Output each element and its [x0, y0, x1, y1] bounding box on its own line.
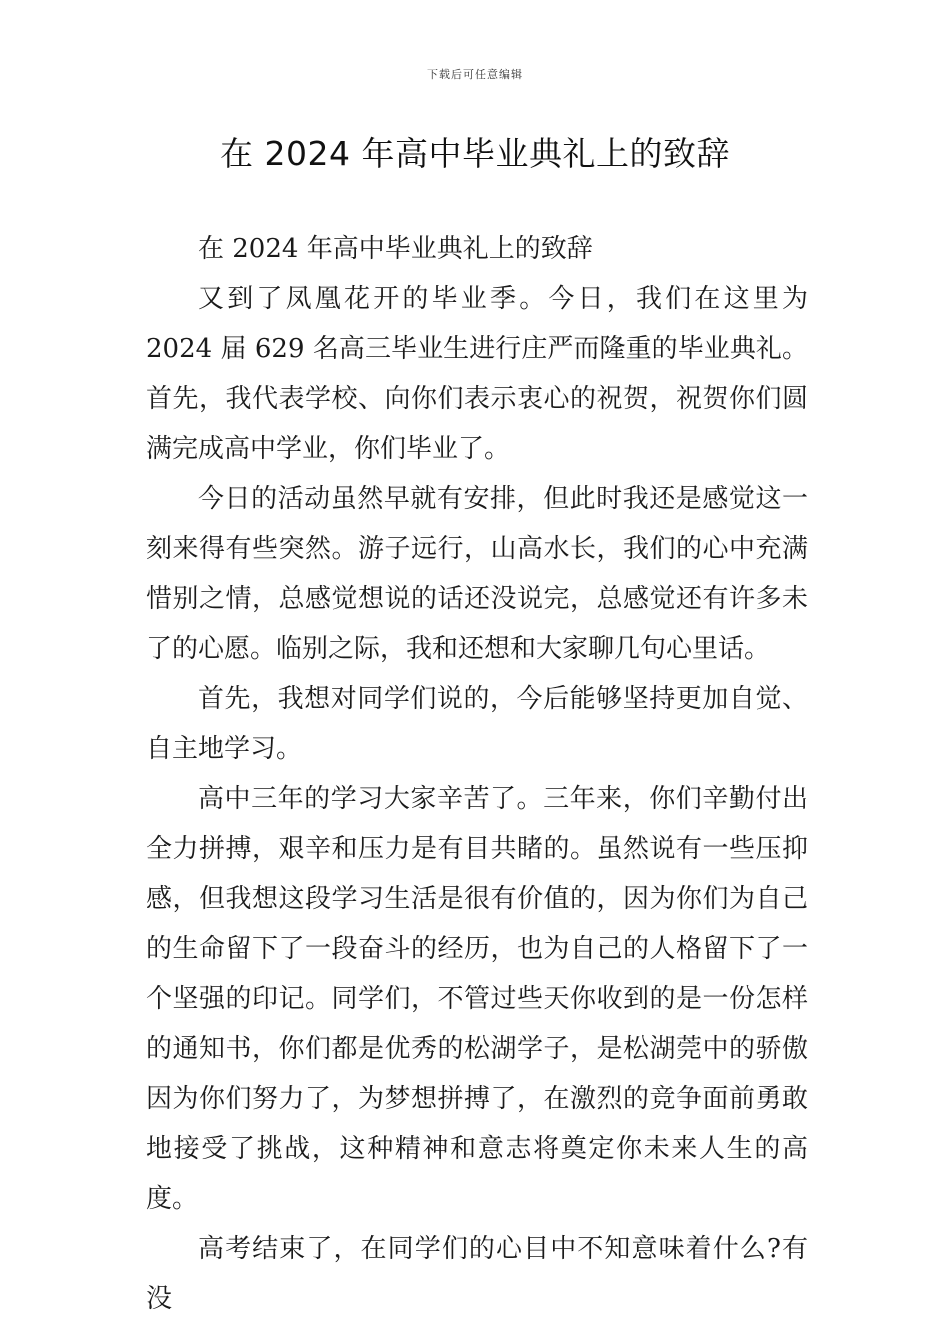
paragraph: 高考结束了，在同学们的心目中不知意味着什么?有没: [146, 1234, 808, 1314]
document-body: [146, 224, 808, 1324]
paragraph: 首先，我想对同学们说的，今后能够坚持更加自觉、自主地学习。: [146, 684, 808, 764]
paragraph: 又到了凤凰花开的毕业季。今日，我们在这里为 2024 届 629 名高三毕业生进行庄严而隆重的毕业典礼。首先，我代表学校、向你们表示衷心的祝贺，祝贺你们圆满完成高中学业，你们毕业了。: [146, 284, 808, 464]
header-note: 下载后可任意编辑: [427, 68, 523, 81]
paragraph: 高中三年的学习大家辛苦了。三年来，你们辛勤付出全力拼搏，艰辛和压力是有目共睹的。虽然说有一些压抑感，但我想这段学习生活是很有价值的，因为你们为自己的生命留下了一段奋斗的经历，也为自己的人格留下了一个坚强的印记。同学们，不管过些天你收到的是一份怎样的通知书，你们都是优秀的松湖学子，是松湖莞中的骄傲因为你们努力了，为梦想拼搏了，在激烈的竞争面前勇敢地接受了挑战，这种精神和意志将奠定你未来人生的高度。: [146, 784, 808, 1214]
paragraph: 在 2024 年高中毕业典礼上的致辞: [198, 234, 593, 264]
paragraph: 今日的活动虽然早就有安排，但此时我还是感觉这一刻来得有些突然。游子远行，山高水长，我们的心中充满惜别之情，总感觉想说的话还没说完，总感觉还有许多未了的心愿。临别之际，我和还想和大家聊几句心里话。: [146, 484, 808, 664]
page-title: 在 2024 年高中毕业典礼上的致辞: [220, 134, 730, 173]
